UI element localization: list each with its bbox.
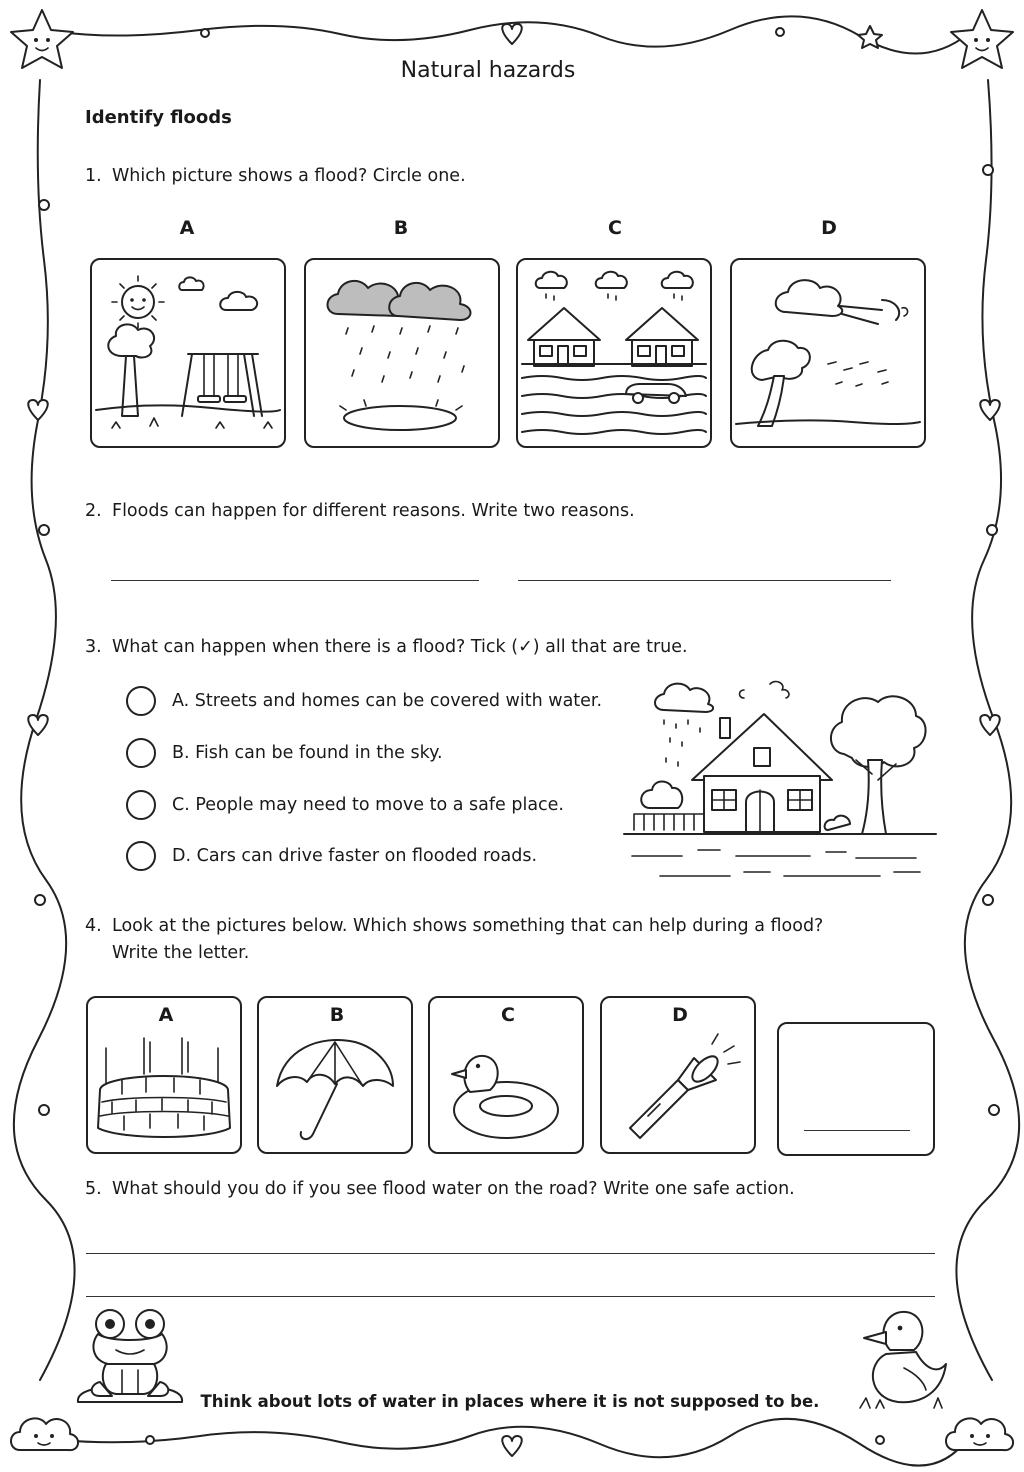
q4-option-d[interactable] xyxy=(600,996,756,1154)
q1-option-b[interactable] xyxy=(304,258,500,448)
sandbag-wall-icon xyxy=(88,1028,240,1152)
flooded-houses-icon xyxy=(518,260,710,446)
q3-option-b[interactable]: B. Fish can be found in the sky. xyxy=(126,738,443,768)
windy-tree-icon xyxy=(732,260,924,446)
answer-line-q5-1[interactable] xyxy=(86,1253,935,1254)
tick-circle[interactable] xyxy=(126,790,156,820)
umbrella-icon xyxy=(259,1028,411,1152)
q4-option-c[interactable] xyxy=(428,996,584,1154)
section-title: Identify floods xyxy=(85,107,232,128)
q4-answer-line[interactable] xyxy=(804,1130,910,1131)
tick-circle[interactable] xyxy=(126,686,156,716)
q1-letter-c: C xyxy=(608,217,622,239)
rain-puddle-icon xyxy=(306,260,498,446)
q4-letter-d: D xyxy=(672,1004,688,1026)
q4-letter-c: C xyxy=(501,1004,515,1026)
question-3: 3. What can happen when there is a flood? Tick (✓) all that are true. xyxy=(85,637,688,657)
answer-line-reason-1[interactable] xyxy=(111,580,479,581)
flood-house-illustration xyxy=(620,668,940,886)
answer-line-reason-2[interactable] xyxy=(518,580,891,581)
q4-option-a[interactable] xyxy=(86,996,242,1154)
question-4: 4. Look at the pictures below. Which shows something that can help during a flood? Write the letter. xyxy=(85,913,823,967)
q4-letter-a: A xyxy=(158,1004,174,1026)
question-5: 5. What should you do if you see flood water on the road? Write one safe action. xyxy=(85,1179,795,1199)
q3-option-c[interactable]: C. People may need to move to a safe place. xyxy=(126,790,564,820)
q1-option-a[interactable] xyxy=(90,258,286,448)
q3-option-a[interactable]: A. Streets and homes can be covered with water. xyxy=(126,686,602,716)
tick-circle[interactable] xyxy=(126,738,156,768)
q4-letter-b: B xyxy=(329,1004,345,1026)
answer-line-q5-2[interactable] xyxy=(86,1296,935,1297)
question-1-text: Which picture shows a flood? Circle one. xyxy=(112,166,466,186)
footer-hint: Think about lots of water in places where it is not supposed to be. xyxy=(200,1392,820,1411)
q1-letter-a: A xyxy=(179,217,195,239)
q1-letter-b: B xyxy=(393,217,409,239)
question-5-text: What should you do if you see flood water on the road? Write one safe action. xyxy=(112,1179,795,1199)
q1-option-c[interactable] xyxy=(516,258,712,448)
question-2: 2. Floods can happen for different reasons. Write two reasons. xyxy=(85,501,635,521)
question-3-text: What can happen when there is a flood? Tick (✓) all that are true. xyxy=(112,637,688,657)
q3-option-d[interactable]: D. Cars can drive faster on flooded roads. xyxy=(126,841,537,871)
q1-letter-d: D xyxy=(821,217,837,239)
page-title: Natural hazards xyxy=(400,58,576,83)
tick-circle[interactable] xyxy=(126,841,156,871)
question-1: 1. Which picture shows a flood? Circle one. xyxy=(85,166,466,186)
sunny-park-icon xyxy=(92,260,284,446)
q4-answer-box[interactable] xyxy=(777,1022,935,1156)
q4-option-b[interactable] xyxy=(257,996,413,1154)
flashlight-icon xyxy=(602,1028,754,1152)
question-4-text: Look at the pictures below. Which shows something that can help during a flood? xyxy=(112,916,824,936)
question-2-text: Floods can happen for different reasons. Write two reasons. xyxy=(112,501,635,521)
q1-option-d[interactable] xyxy=(730,258,926,448)
duck-ring-icon xyxy=(430,1028,582,1152)
question-4-text-line2: Write the letter. xyxy=(112,943,250,963)
